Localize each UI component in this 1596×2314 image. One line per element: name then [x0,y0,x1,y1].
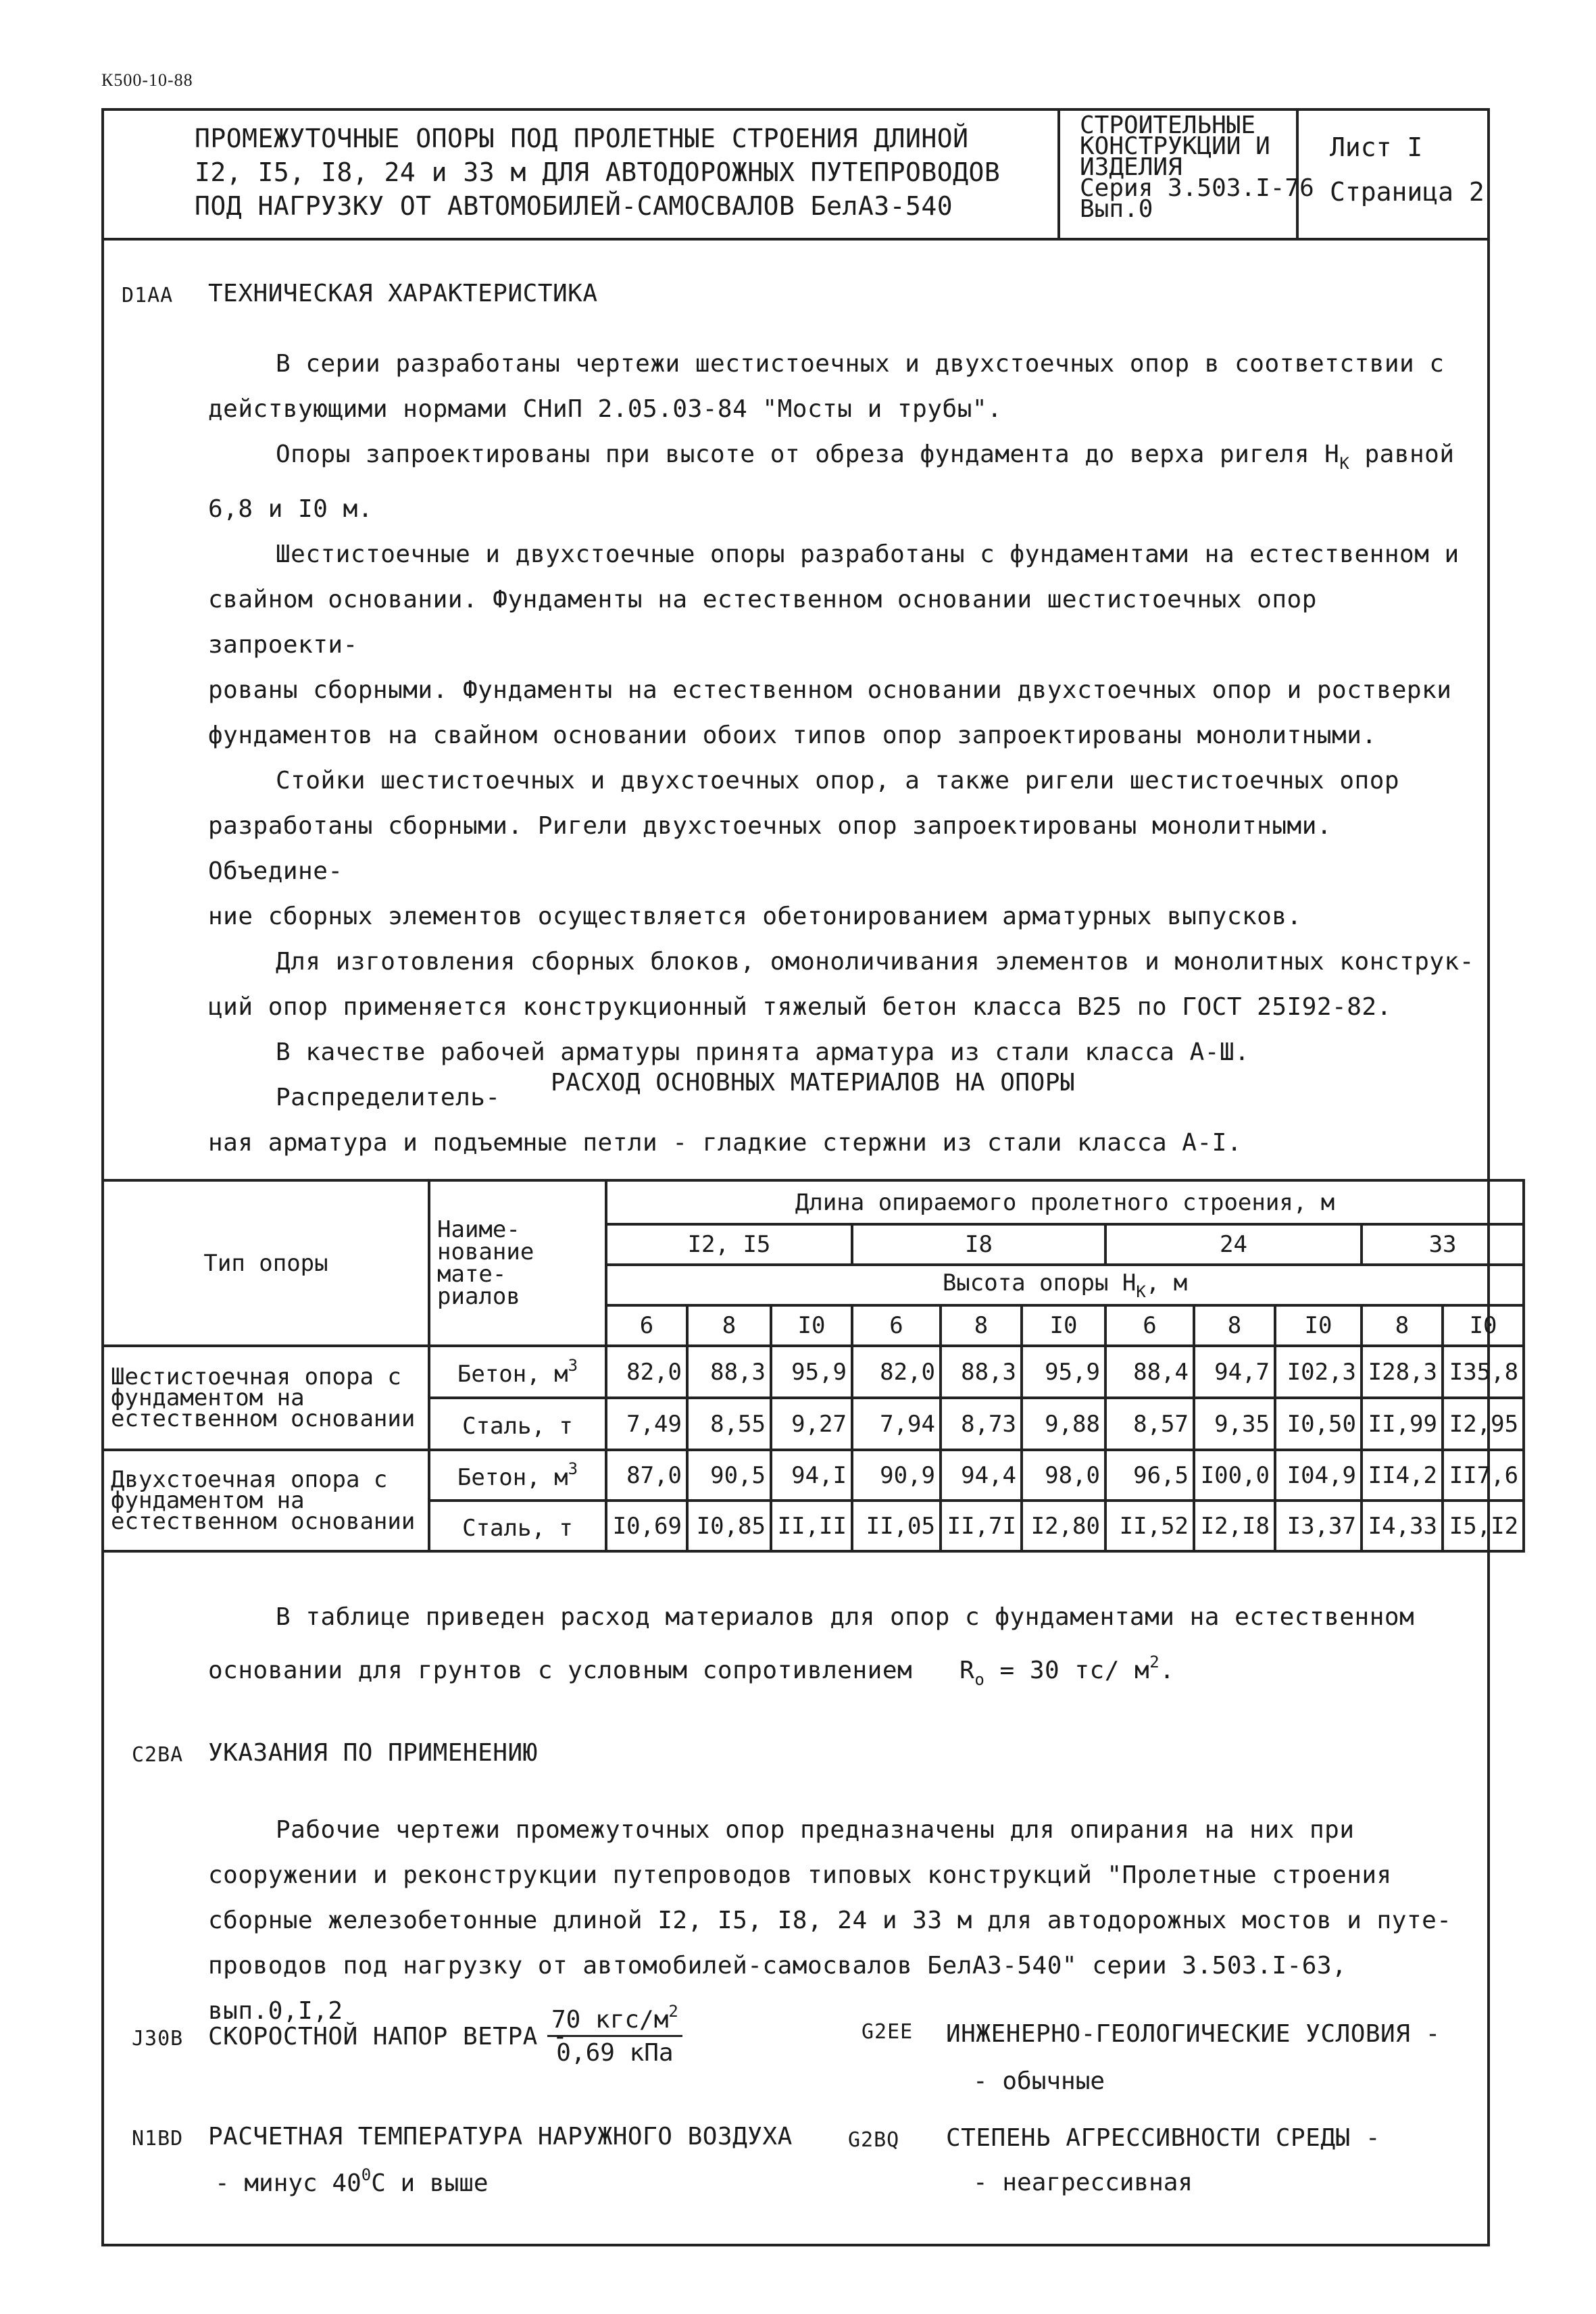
paragraph-line: ние сборных элементов осуществляется обетонированием арматурных выпусков. [208,903,1302,930]
value-cell: II,99 [1362,1398,1443,1450]
value-cell: I2,80 [1022,1501,1105,1551]
value-cell: 9,27 [771,1398,852,1450]
value-cell: II,05 [852,1501,941,1551]
condition-code: G2BQ [848,2128,900,2152]
value-cell: 90,9 [852,1450,941,1501]
paragraph-line: Рабочие чертежи промежуточных опор предназначены для опирания на них при [276,1816,1355,1844]
value-cell: 88,3 [941,1346,1022,1398]
height-cell: 8 [1194,1305,1275,1346]
header-divider-1 [1057,108,1060,239]
value-cell: 88,4 [1105,1346,1194,1398]
wind-value: $\frac{70 кгс/м^2}{\text{0,69 кПа}}$ [547,1996,682,2069]
material-cell: Сталь, т [429,1398,606,1450]
paragraph-line: В качестве рабочей арматуры принята арматура из стали класса А-Ш. Распределитель- [276,1038,1250,1111]
value-cell: 95,9 [1022,1346,1105,1398]
paragraph-line: сооружении и реконструкции путепроводов типовых конструкций "Пролетные строения [208,1861,1392,1889]
value-cell: I0,50 [1275,1398,1362,1450]
paragraph-line: проводов под нагрузку от автомобилей-самосвалов БелАЗ-540" серии 3.503.I-63, вып.0,I,2 [208,1952,1347,2025]
height-cell: 6 [1105,1305,1194,1346]
span-cell: 33 [1362,1224,1524,1265]
value-cell: 87,0 [606,1450,687,1501]
value-cell: I35,8 [1443,1346,1524,1398]
height-cell: 8 [1362,1305,1443,1346]
value-cell: 95,9 [771,1346,852,1398]
header-title [195,122,1000,223]
header-title-line: ПРОМЕЖУТОЧНЫЕ ОПОРЫ ПОД ПРОЛЕТНЫЕ СТРОЕНИЯ ДЛИНОЙ [195,124,969,153]
height-cell: I0 [1443,1305,1524,1346]
support-type-cell: Шестистоечная опора с фундаментом на естественном основании [103,1346,429,1450]
value-cell: 8,57 [1105,1398,1194,1450]
aggressiveness-value: - неагрессивная [973,2169,1193,2196]
paragraph-line: ций опор применяется конструкционный тяжелый бетон класса В25 по ГОСТ 25I92-82. [208,993,1392,1021]
table-row [103,1450,1524,1501]
paragraph-line: сборные железобетонные длиной I2, I5, I8, 24 и 33 м для автодорожных мостов и путе- [208,1907,1452,1934]
value-cell: I2,95 [1443,1398,1524,1450]
value-cell: 94,7 [1194,1346,1275,1398]
condition-code: G2EE [862,2020,914,2044]
value-cell: 82,0 [852,1346,941,1398]
materials-table [101,1179,1525,1553]
value-cell: I3,37 [1275,1501,1362,1551]
sheet-label: Лист I [1330,132,1423,162]
value-cell: II7,6 [1443,1450,1524,1501]
paragraph-line: рованы сборными. Фундаменты на естественном основании двухстоечных опор и ростверки [208,676,1452,704]
height-cell: 8 [941,1305,1022,1346]
value-cell: II,52 [1105,1501,1194,1551]
table-title: РАСХОД ОСНОВНЫХ МАТЕРИАЛОВ НА ОПОРЫ [551,1069,1076,1097]
aggressiveness-label: СТЕПЕНЬ АГРЕССИВНОСТИ СРЕДЫ - [946,2124,1381,2152]
table-note [208,1594,1478,1703]
span-header: Длина опираемого пролетного строения, м [606,1180,1524,1224]
material-cell: Бетон, $м^3$ [429,1450,606,1501]
height-cell: I0 [1022,1305,1105,1346]
header-category [1080,111,1314,223]
value-cell: 9,88 [1022,1398,1105,1450]
height-cell: 6 [852,1305,941,1346]
value-cell: 8,73 [941,1398,1022,1450]
height-cell: 8 [687,1305,771,1346]
value-cell: I5,I2 [1443,1501,1524,1551]
paragraph-line: свайном основании. Фундаменты на естественном основании шестистоечных опор запроекти- [208,586,1317,659]
temperature-value: - минус $40^0С$ и выше [215,2165,489,2197]
value-cell: II,7I [941,1501,1022,1551]
value-cell: I2,I8 [1194,1501,1275,1551]
condition-code: N1BD [132,2127,184,2150]
height-cell: I0 [1275,1305,1362,1346]
header-bottom-rule [101,238,1490,241]
doc-code: К500-10-88 [101,70,193,90]
value-cell: 7,94 [852,1398,941,1450]
value-cell: 82,0 [606,1346,687,1398]
section-title: ТЕХНИЧЕСКАЯ ХАРАКТЕРИСТИКА [208,280,598,307]
span-cell: I8 [852,1224,1105,1265]
paragraph-line: разработаны сборными. Ригели двухстоечных опор запроектированы монолитными. Объедине- [208,812,1332,885]
value-cell: 8,55 [687,1398,771,1450]
issue-label: Вып.0 [1080,195,1153,223]
span-cell: I2, I5 [606,1224,852,1265]
section2-body [208,1807,1478,2034]
paragraph-line: В серии разработаны чертежи шестистоечных и двухстоечных опор в соответствии с [276,350,1445,378]
col-material-header: Наиме- нование мате- риалов [429,1180,606,1346]
value-cell: I0,69 [606,1501,687,1551]
value-cell: 7,49 [606,1398,687,1450]
span-cell: 24 [1105,1224,1362,1265]
series-label: Серия 3.503.I-76 [1080,174,1314,202]
temperature-label: РАСЧЕТНАЯ ТЕМПЕРАТУРА НАРУЖНОГО ВОЗДУХА [208,2123,793,2150]
height-header: Высота опоры $Н_К$, м [606,1265,1524,1305]
category-line: ИЗДЕЛИЯ [1080,153,1182,181]
paragraph-line: 6,8 и I0 м. [208,495,373,523]
height-cell: 6 [606,1305,687,1346]
wind-label: СКОРОСТНОЙ НАПОР ВЕТРА - [208,2023,568,2051]
material-cell: Бетон, $м^3$ [429,1346,606,1398]
value-cell: I0,85 [687,1501,771,1551]
note-line: В таблице приведен расход материалов для опор с фундаментами на естественном [276,1603,1415,1631]
paragraph-line: Опоры запроектированы при высоте от обреза фундамента до верха ригеля $Н_К$ равной [276,441,1455,473]
value-cell: 94,4 [941,1450,1022,1501]
value-cell: 90,5 [687,1450,771,1501]
value-cell: 94,I [771,1450,852,1501]
paragraph-line: Стойки шестистоечных и двухстоечных опор, а также ригели шестистоечных опор [276,767,1400,795]
value-cell: I4,33 [1362,1501,1443,1551]
geology-label: ИНЖЕНЕРНО-ГЕОЛОГИЧЕСКИЕ УСЛОВИЯ - [946,2020,1441,2048]
header-title-line: ПОД НАГРУЗКУ ОТ АВТОМОБИЛЕЙ-САМОСВАЛОВ БелАЗ-540 [195,191,953,221]
paragraph-line: действующими нормами СНиП 2.05.03-84 "Мосты и трубы". [208,395,1003,423]
col-type-header: Тип опоры [103,1180,429,1346]
page-label: Страница 2 [1330,177,1485,207]
paragraph-line: ная арматура и подъемные петли - гладкие стержни из стали класса А-I. [208,1129,1242,1157]
category-line: СТРОИТЕЛЬНЫЕ [1080,111,1256,139]
note-line: основании для грунтов с условным сопротивлением $R_о = 30$ тс/ $м^2$. [208,1653,1175,1689]
value-cell: I00,0 [1194,1450,1275,1501]
height-cell: I0 [771,1305,852,1346]
value-cell: 96,5 [1105,1450,1194,1501]
condition-code: J30B [132,2027,184,2051]
section-code: D1AA [122,284,174,307]
paragraph-line: фундаментов на свайном основании обоих типов опор запроектированы монолитными. [208,722,1377,749]
value-cell: 9,35 [1194,1398,1275,1450]
value-cell: 98,0 [1022,1450,1105,1501]
support-type-cell: Двухстоечная опора с фундаментом на естественном основании [103,1450,429,1551]
category-line: КОНСТРУКЦИИ И [1080,132,1270,160]
section1-body [208,341,1478,1165]
paragraph-line: Для изготовления сборных блоков, омоноличивания элементов и монолитных конструк- [276,948,1474,976]
value-cell: I04,9 [1275,1450,1362,1501]
table-row [103,1346,1524,1398]
value-cell: I02,3 [1275,1346,1362,1398]
section-code: C2BA [132,1743,184,1767]
value-cell: 88,3 [687,1346,771,1398]
material-cell: Сталь, т [429,1501,606,1551]
section-title: УКАЗАНИЯ ПО ПРИМЕНЕНИЮ [208,1739,538,1767]
header-title-line: I2, I5, I8, 24 и 33 м ДЛЯ АВТОДОРОЖНЫХ ПУТЕПРОВОДОВ [195,157,1001,187]
geology-value: - обычные [973,2067,1105,2095]
value-cell: II4,2 [1362,1450,1443,1501]
paragraph-line: Шестистоечные и двухстоечные опоры разработаны с фундаментами на естественном и [276,540,1460,568]
value-cell: II,II [771,1501,852,1551]
value-cell: I28,3 [1362,1346,1443,1398]
